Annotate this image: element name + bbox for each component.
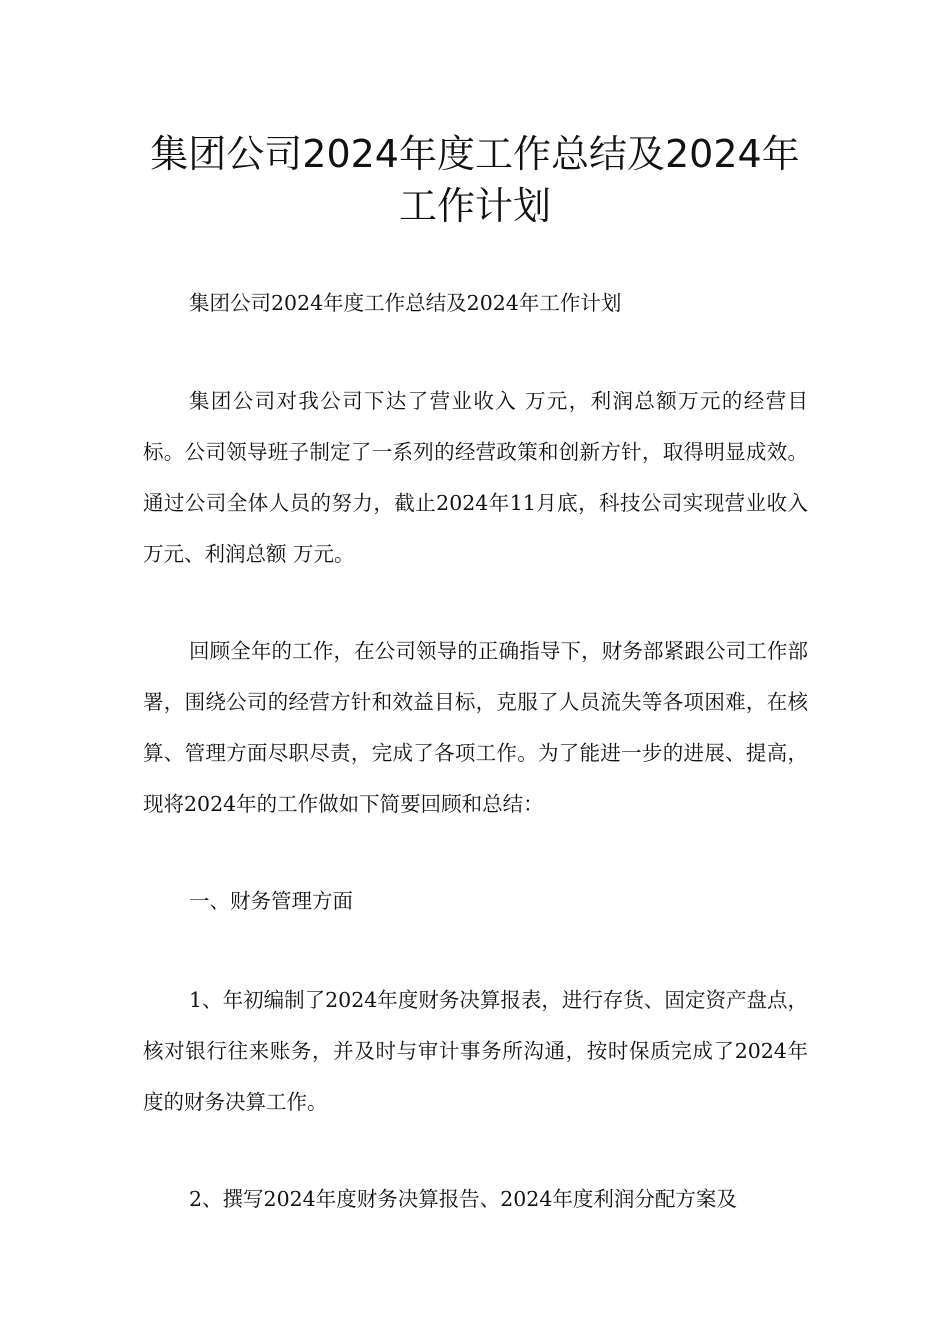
document-subtitle: 集团公司2024年度工作总结及2024年工作计划 <box>189 291 622 315</box>
document-title <box>100 128 850 232</box>
document-title-line-2: 工作计划 <box>398 184 551 228</box>
intro-paragraph: 集团公司对我公司下达了营业收入 万元，利润总额万元的经营目标。公司领导班子制定了一系列的经营政策和创新方针，取得明显成效。通过公司全体人员的努力，截止2024年11月底，科技公司实现营业收入 万元、利润总额 万元。 <box>143 389 808 566</box>
section-heading-finance: 一、财务管理方面 <box>189 889 353 913</box>
list-item-2: 2、撰写2024年度财务决算报告、2024年度利润分配方案及 <box>189 1187 737 1211</box>
review-paragraph: 回顾全年的工作，在公司领导的正确指导下，财务部紧跟公司工作部署，围绕公司的经营方针和效益目标，克服了人员流失等各项困难，在核算、管理方面尽职尽责，完成了各项工作。为了能进一步的进展、提高，现将2024年的工作做如下简要回顾和总结： <box>143 639 808 816</box>
list-item-1: 1、年初编制了2024年度财务决算报表，进行存货、固定资产盘点，核对银行往来账务，并及时与审计事务所沟通，按时保质完成了2024年度的财务决算工作。 <box>143 988 808 1114</box>
document-title-line-1: 集团公司2024年度工作总结及2024年 <box>150 132 800 176</box>
